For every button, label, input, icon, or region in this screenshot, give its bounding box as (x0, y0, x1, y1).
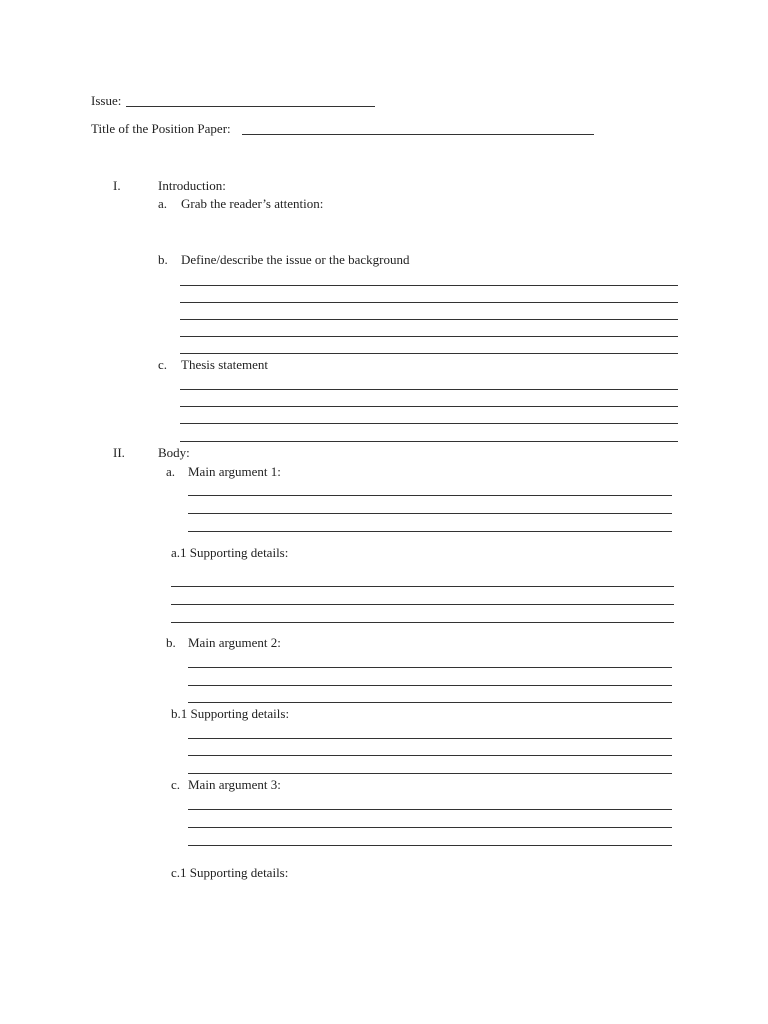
body-b-text: Main argument 2: (188, 635, 281, 650)
answer-line[interactable] (188, 667, 672, 668)
issue-blank-line[interactable] (126, 106, 375, 107)
issue-label: Issue: (91, 93, 122, 108)
answer-line[interactable] (180, 319, 678, 320)
body-b-marker: b. (166, 635, 176, 650)
answer-line[interactable] (180, 353, 678, 354)
answer-line[interactable] (188, 755, 672, 756)
intro-b-marker: b. (158, 252, 168, 267)
section-heading-body: Body: (158, 445, 190, 460)
answer-line[interactable] (180, 336, 678, 337)
answer-line[interactable] (171, 586, 674, 587)
body-c-marker: c. (171, 777, 181, 792)
body-b1-text: b.1 Supporting details: (171, 706, 290, 721)
answer-line[interactable] (180, 441, 678, 442)
title-blank-line[interactable] (242, 134, 594, 135)
answer-line[interactable] (188, 827, 672, 828)
answer-line[interactable] (188, 738, 672, 739)
intro-c-marker: c. (158, 357, 168, 372)
answer-line[interactable] (188, 685, 672, 686)
answer-line[interactable] (188, 809, 672, 810)
answer-line[interactable] (188, 845, 672, 846)
section-numeral-body: II. (113, 445, 125, 460)
answer-line[interactable] (188, 495, 672, 496)
answer-line[interactable] (188, 702, 672, 703)
answer-line[interactable] (180, 302, 678, 303)
body-c1-text: c.1 Supporting details: (171, 865, 289, 880)
section-numeral-intro: I. (113, 178, 121, 193)
answer-line[interactable] (188, 531, 672, 532)
answer-line[interactable] (180, 389, 678, 390)
answer-line[interactable] (188, 773, 672, 774)
answer-line[interactable] (180, 285, 678, 286)
section-heading-intro: Introduction: (158, 178, 226, 193)
intro-a-text: Grab the reader’s attention: (181, 196, 324, 211)
intro-b-text: Define/describe the issue or the background (181, 252, 410, 267)
body-a-text: Main argument 1: (188, 464, 281, 479)
title-label: Title of the Position Paper: (91, 121, 231, 136)
answer-line[interactable] (188, 513, 672, 514)
answer-line[interactable] (171, 604, 674, 605)
intro-c-text: Thesis statement (181, 357, 269, 372)
body-c-text: Main argument 3: (188, 777, 281, 792)
answer-line[interactable] (171, 622, 674, 623)
answer-line[interactable] (180, 406, 678, 407)
intro-a-marker: a. (158, 196, 168, 211)
body-a1-text: a.1 Supporting details: (171, 545, 289, 560)
body-a-marker: a. (166, 464, 176, 479)
answer-line[interactable] (180, 423, 678, 424)
